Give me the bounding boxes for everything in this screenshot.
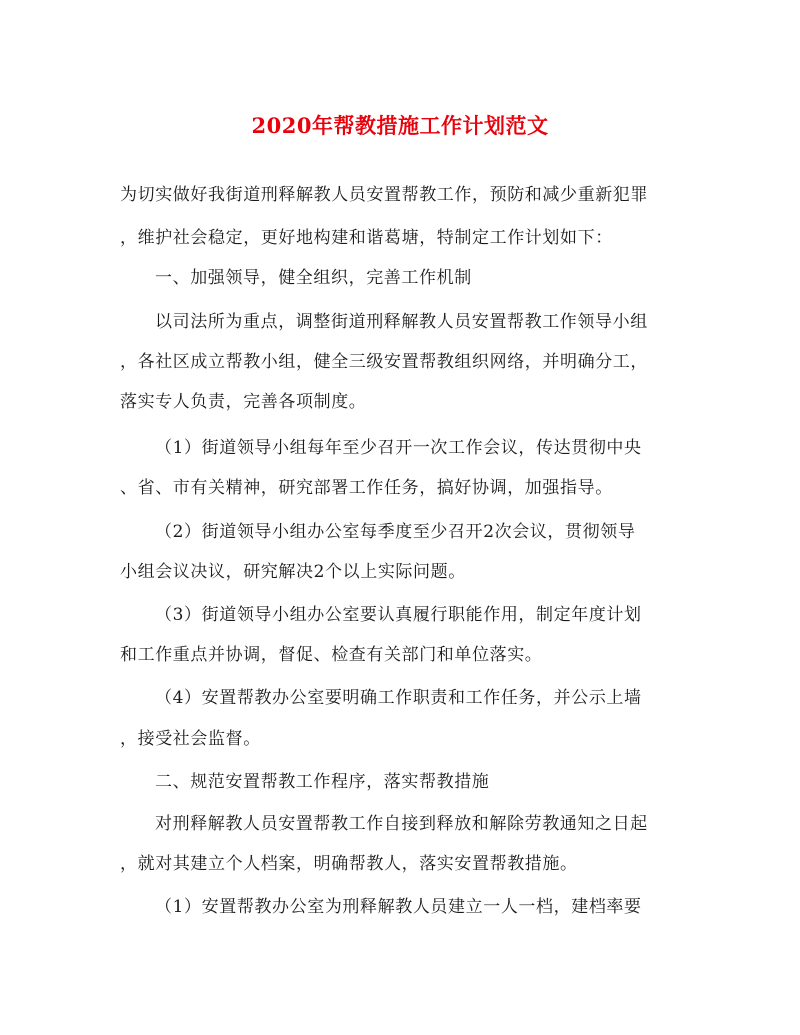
section-heading: 一、加强领导，健全组织，完善工作机制 xyxy=(155,268,472,288)
body-line: 对刑释解教人员安置帮教工作自接到释放和解除劳教通知之日起 xyxy=(155,814,648,834)
body-line: （3）街道领导小组办公室要认真履行职能作用，制定年度计划 xyxy=(155,605,642,625)
body-line: ，维护社会稳定，更好地构建和谐葛塘，特制定工作计划如下： xyxy=(120,228,613,248)
body-line: ，就对其建立个人档案，明确帮教人，落实安置帮教措施。 xyxy=(120,854,578,874)
body-line: （1）安置帮教办公室为刑释解教人员建立一人一档，建档率要 xyxy=(155,897,642,917)
body-line: （2）街道领导小组办公室每季度至少召开2次会议，贯彻领导 xyxy=(155,522,636,542)
body-line: 和工作重点并协调，督促、检查有关部门和单位落实。 xyxy=(120,645,543,665)
body-line: （1）街道领导小组每年至少召开一次工作会议，传达贯彻中央 xyxy=(155,438,642,458)
body-line: ，各社区成立帮教小组，健全三级安置帮教组织网络，并明确分工， xyxy=(120,352,648,372)
body-line: （4）安置帮教办公室要明确工作职责和工作任务，并公示上墙 xyxy=(155,688,642,708)
body-line: 以司法所为重点，调整街道刑释解教人员安置帮教工作领导小组 xyxy=(155,312,648,332)
section-heading: 二、规范安置帮教工作程序，落实帮教措施 xyxy=(155,772,490,792)
body-line: 小组会议决议，研究解决2个以上实际问题。 xyxy=(120,562,466,582)
body-line: 落实专人负责，完善各项制度。 xyxy=(120,392,367,412)
body-line: 为切实做好我街道刑释解教人员安置帮教工作，预防和减少重新犯罪 xyxy=(120,185,648,205)
body-line: 、省、市有关精神，研究部署工作任务，搞好协调，加强指导。 xyxy=(120,478,613,498)
body-line: ，接受社会监督。 xyxy=(120,729,261,749)
document-title: 2020年帮教措施工作计划范文 xyxy=(251,113,549,138)
